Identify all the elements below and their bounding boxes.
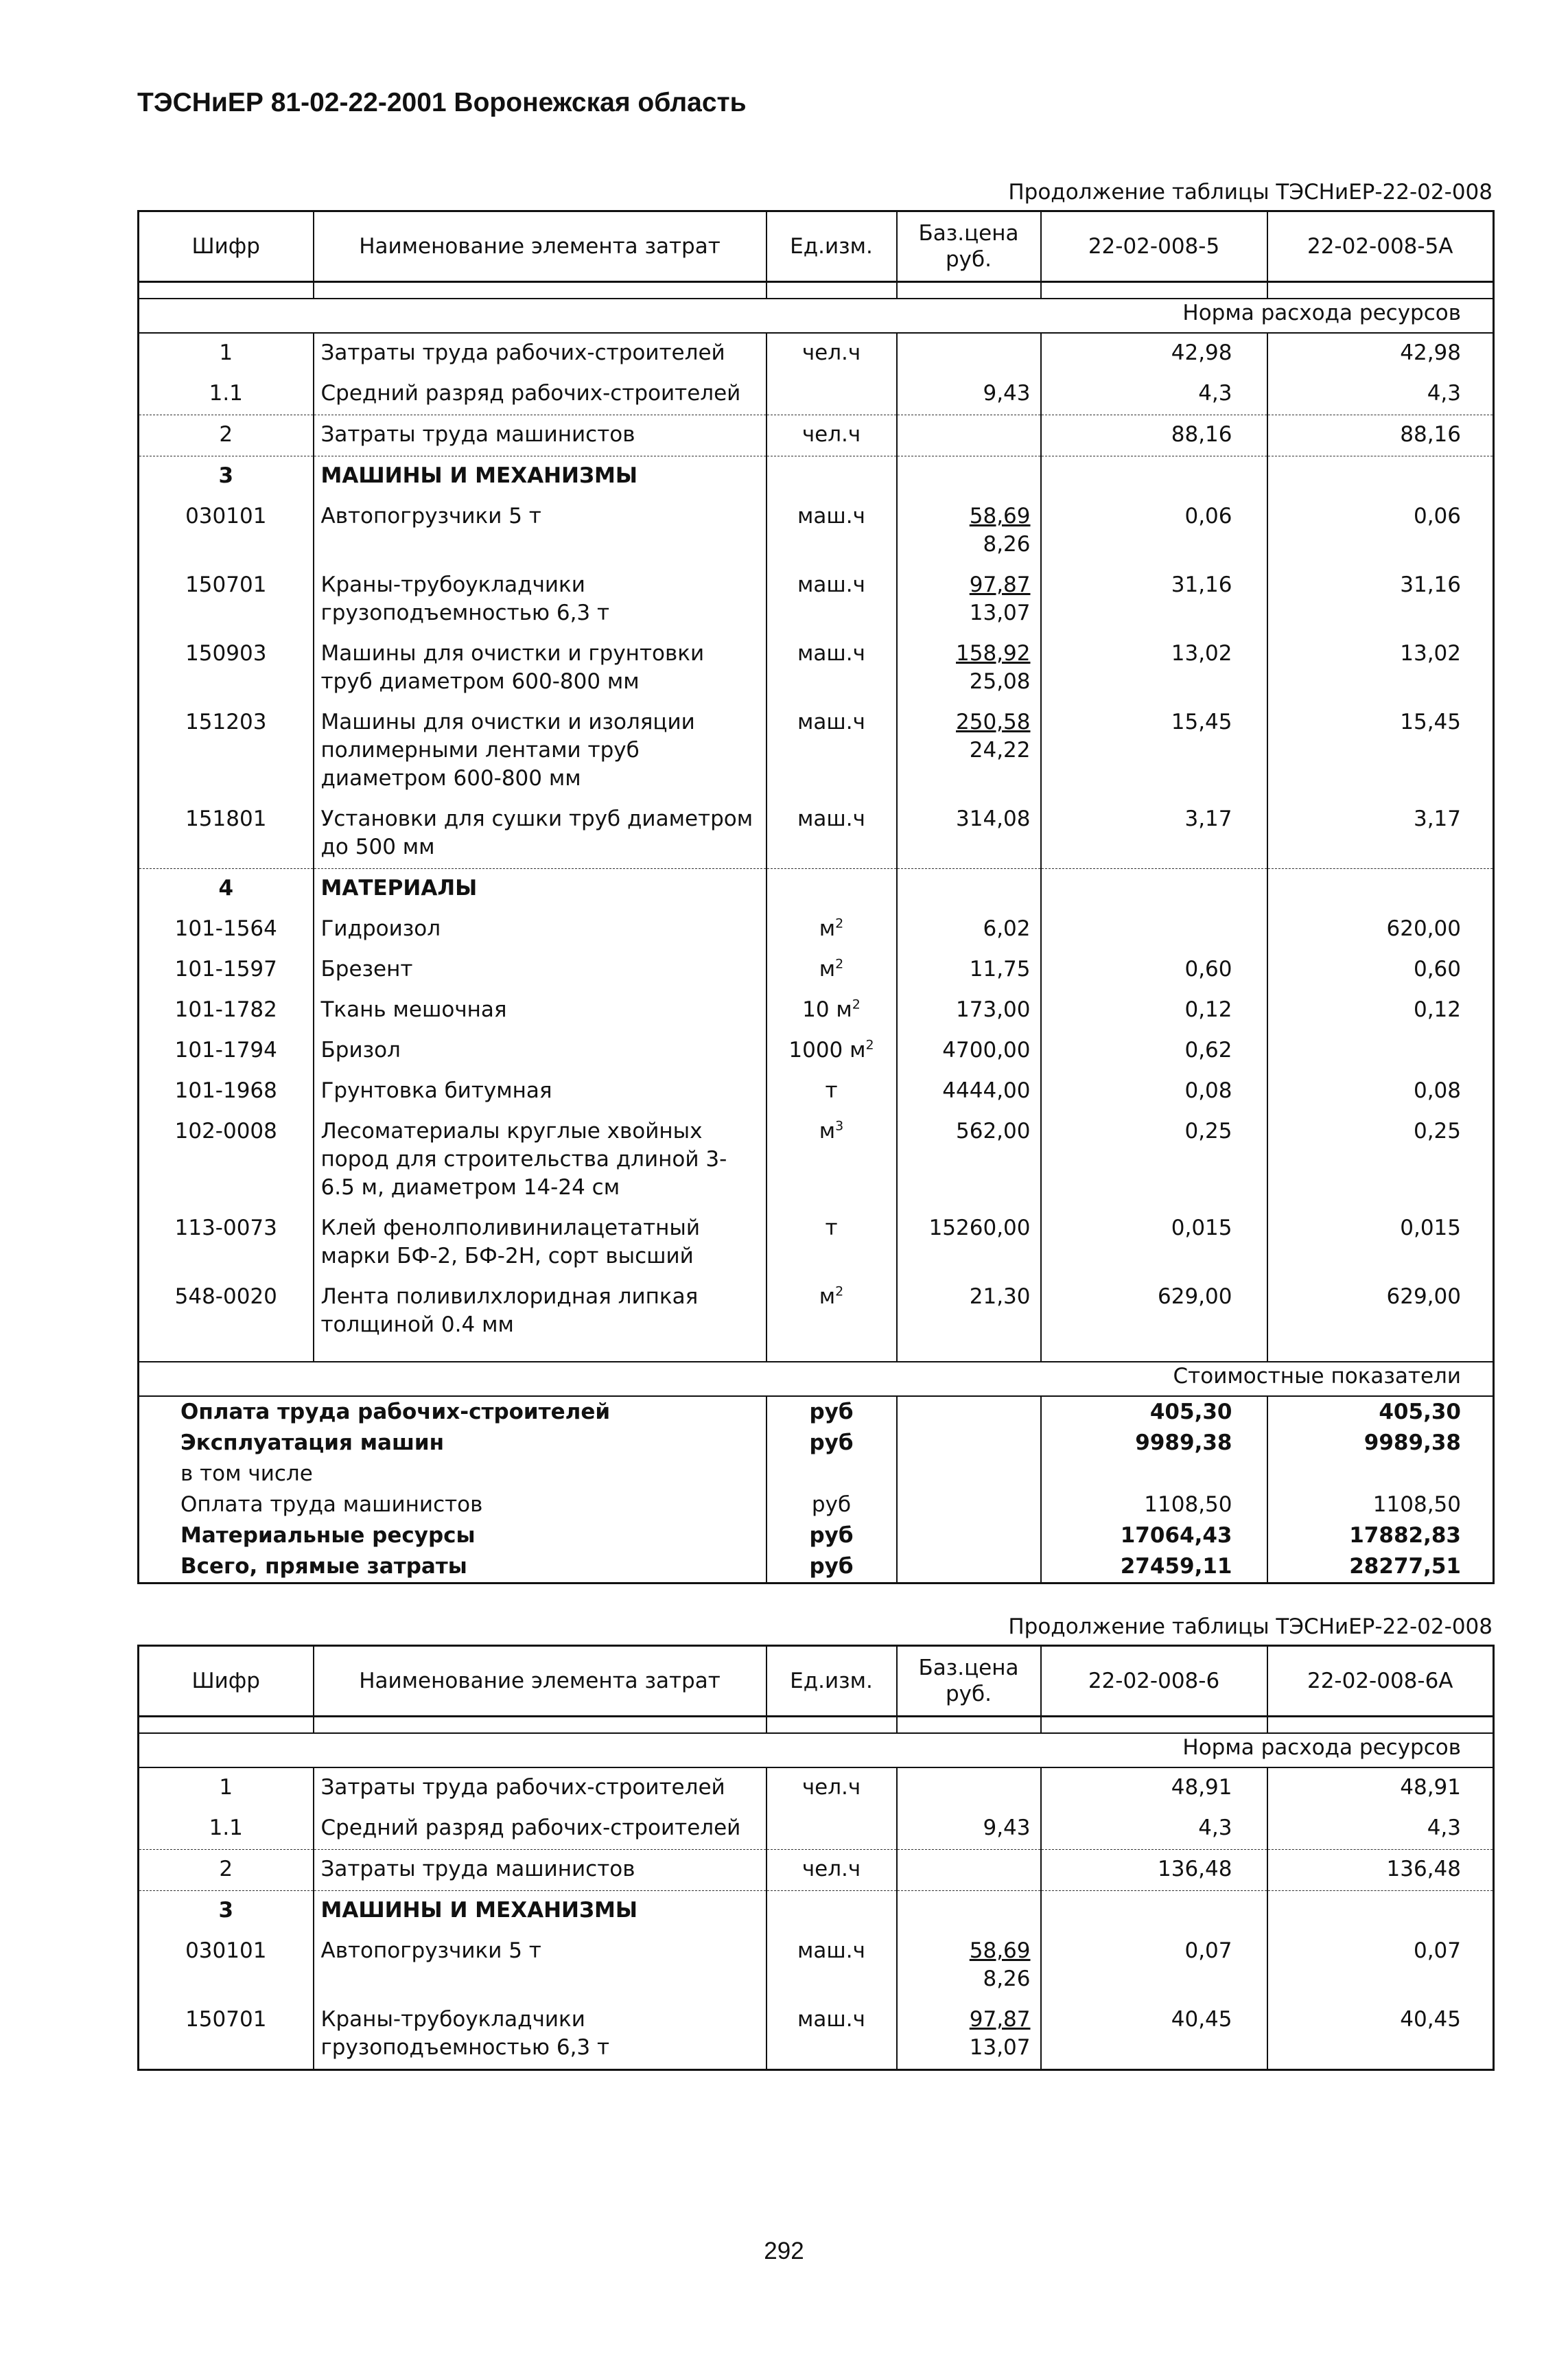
unit-text: маш.ч	[797, 2007, 865, 2032]
table-row	[139, 1850, 1494, 1891]
norm-section-label-row	[139, 1733, 1494, 1767]
resource-name: Средний разряд рабочих-строителей	[314, 1809, 767, 1850]
norm-value-variant-2: 0,06	[1267, 497, 1494, 566]
base-price-value: 15260,00	[928, 1216, 1031, 1240]
base-price	[897, 703, 1041, 800]
resource-name: Краны-трубоукладчики грузоподъемностью 6,3 т	[314, 2000, 767, 2070]
base-price	[897, 456, 1041, 498]
base-price-value: 97,87	[969, 2007, 1031, 2032]
base-price-value: 97,87	[969, 572, 1031, 597]
operator-wage-value: 24,22	[969, 738, 1031, 763]
cost-section-label: Стоимостные показатели	[139, 1362, 1494, 1396]
unit-text: чел.ч	[801, 1857, 861, 1881]
norm-value-variant-2: 4,3	[1267, 1809, 1494, 1850]
base-price	[897, 1891, 1041, 1932]
unit-text: маш.ч	[797, 504, 865, 529]
table-row	[139, 415, 1494, 456]
norm-value-variant-1: 0,60	[1041, 950, 1267, 990]
page-header-title: ТЭСНиЕР 81-02-22-2001 Воронежская область	[137, 88, 747, 117]
unit-text: маш.ч	[797, 1938, 865, 1963]
base-price	[897, 800, 1041, 869]
unit-exponent: 2	[852, 997, 861, 1012]
resource-code: 3	[139, 456, 314, 498]
base-price	[897, 869, 1041, 910]
cost-row	[139, 1459, 1494, 1489]
column-header-base-price: Баз.цена руб.	[897, 1646, 1041, 1717]
resource-name: Затраты труда рабочих-строителей	[314, 1767, 767, 1809]
norm-value-variant-1: 88,16	[1041, 415, 1267, 456]
base-price	[897, 1209, 1041, 1277]
norm-section-label-row	[139, 299, 1494, 333]
cost-value-variant-2: 1108,50	[1267, 1489, 1494, 1520]
resource-name: Установки для сушки труб диаметром до 500 мм	[314, 800, 767, 869]
norm-value-variant-2: 13,02	[1267, 634, 1494, 703]
table-row	[139, 1071, 1494, 1112]
norm-value-variant-1	[1041, 1891, 1267, 1932]
resource-name: Машины для очистки и грунтовки труб диаметром 600-800 мм	[314, 634, 767, 703]
table-spacer	[139, 1717, 1494, 1734]
column-header-name: Наименование элемента затрат	[314, 211, 767, 282]
resource-code: 2	[139, 1850, 314, 1891]
cost-value-variant-2	[1267, 1459, 1494, 1489]
resource-unit	[767, 1850, 897, 1891]
base-price-value: 314,08	[956, 807, 1031, 831]
table-row	[139, 909, 1494, 950]
cost-row	[139, 1551, 1494, 1583]
table-row	[139, 1809, 1494, 1850]
table-row	[139, 950, 1494, 990]
resource-code: 1	[139, 1767, 314, 1809]
norm-section-label: Норма расхода ресурсов	[139, 1733, 1494, 1767]
norm-value-variant-2: 0,015	[1267, 1209, 1494, 1277]
column-header-code: Шифр	[139, 211, 314, 282]
cost-row	[139, 1520, 1494, 1551]
cost-name: Материальные ресурсы	[139, 1520, 767, 1551]
resource-code: 1	[139, 333, 314, 374]
resource-unit	[767, 800, 897, 869]
cost-unit: руб	[767, 1551, 897, 1583]
table-row	[139, 2000, 1494, 2070]
table-row	[139, 1209, 1494, 1277]
column-header-unit: Ед.изм.	[767, 211, 897, 282]
norm-value-variant-2: 136,48	[1267, 1850, 1494, 1891]
table-spacer	[139, 1346, 1494, 1362]
norm-value-variant-1: 48,91	[1041, 1767, 1267, 1809]
base-price-value: 11,75	[969, 957, 1031, 982]
norm-section-label: Норма расхода ресурсов	[139, 299, 1494, 333]
table-row	[139, 566, 1494, 634]
base-price	[897, 1277, 1041, 1346]
resource-code: 1.1	[139, 1809, 314, 1850]
cost-value-variant-2: 9989,38	[1267, 1428, 1494, 1459]
resource-name: МАТЕРИАЛЫ	[314, 869, 767, 910]
resource-unit	[767, 456, 897, 498]
unit-text: чел.ч	[801, 340, 861, 365]
norm-value-variant-1	[1041, 869, 1267, 910]
resource-code: 101-1782	[139, 990, 314, 1031]
norm-value-variant-1: 31,16	[1041, 566, 1267, 634]
unit-text: 1000 м	[788, 1038, 866, 1063]
column-header-base-price: Баз.цена руб.	[897, 211, 1041, 282]
unit-text: чел.ч	[801, 422, 861, 447]
resource-unit	[767, 950, 897, 990]
cost-row	[139, 1396, 1494, 1428]
norm-value-variant-2	[1267, 1031, 1494, 1071]
norm-value-variant-1: 4,3	[1041, 1809, 1267, 1850]
base-price	[897, 1850, 1041, 1891]
table-row	[139, 634, 1494, 703]
base-price	[897, 1112, 1041, 1209]
table-row	[139, 703, 1494, 800]
cost-unit	[767, 1459, 897, 1489]
base-price-value: 4444,00	[942, 1078, 1031, 1103]
unit-text: маш.ч	[797, 807, 865, 831]
norm-value-variant-1: 629,00	[1041, 1277, 1267, 1346]
resource-name: Автопогрузчики 5 т	[314, 1931, 767, 2000]
unit-text: м	[819, 1284, 836, 1309]
resource-unit	[767, 634, 897, 703]
cost-name: Эксплуатация машин	[139, 1428, 767, 1459]
unit-text: чел.ч	[801, 1775, 861, 1800]
base-price	[897, 1767, 1041, 1809]
resource-name: Автопогрузчики 5 т	[314, 497, 767, 566]
resource-unit	[767, 333, 897, 374]
norm-value-variant-1: 3,17	[1041, 800, 1267, 869]
cost-value-variant-2: 28277,51	[1267, 1551, 1494, 1583]
resource-code: 150701	[139, 566, 314, 634]
resource-name: Машины для очистки и изоляции полимерными лентами труб диаметром 600-800 мм	[314, 703, 767, 800]
resource-name: Затраты труда машинистов	[314, 415, 767, 456]
resource-name: Брезент	[314, 950, 767, 990]
resource-name: МАШИНЫ И МЕХАНИЗМЫ	[314, 456, 767, 498]
table-header-row	[139, 211, 1494, 282]
cost-base-price	[897, 1459, 1041, 1489]
resource-code: 1.1	[139, 374, 314, 415]
unit-text: м	[819, 916, 836, 941]
resource-code: 102-0008	[139, 1112, 314, 1209]
unit-exponent: 2	[835, 916, 844, 931]
column-header-variant-1: 22-02-008-5	[1041, 211, 1267, 282]
table-row	[139, 1031, 1494, 1071]
table-group-row	[139, 869, 1494, 910]
norm-value-variant-2: 4,3	[1267, 374, 1494, 415]
unit-exponent: 2	[865, 1037, 874, 1053]
operator-wage-value: 8,26	[983, 1967, 1031, 1991]
resource-code: 101-1597	[139, 950, 314, 990]
base-price-value: 4700,00	[942, 1038, 1031, 1063]
norm-value-variant-1: 136,48	[1041, 1850, 1267, 1891]
norm-value-variant-2	[1267, 1891, 1494, 1932]
operator-wage-value: 13,07	[969, 2035, 1031, 2060]
cost-value-variant-1: 405,30	[1041, 1396, 1267, 1428]
cost-base-price	[897, 1520, 1041, 1551]
table-row	[139, 800, 1494, 869]
norm-value-variant-1: 4,3	[1041, 374, 1267, 415]
column-header-variant-1: 22-02-008-6	[1041, 1646, 1267, 1717]
norm-value-variant-2: 0,12	[1267, 990, 1494, 1031]
resource-unit	[767, 1112, 897, 1209]
table-row	[139, 990, 1494, 1031]
cost-value-variant-2: 405,30	[1267, 1396, 1494, 1428]
resource-unit	[767, 703, 897, 800]
norm-value-variant-1: 15,45	[1041, 703, 1267, 800]
resource-norm-table-1	[137, 210, 1495, 1584]
resource-unit	[767, 1071, 897, 1112]
resource-code: 101-1794	[139, 1031, 314, 1071]
table-1-cost-body	[139, 1346, 1494, 1583]
norm-value-variant-2: 88,16	[1267, 415, 1494, 456]
norm-value-variant-2: 40,45	[1267, 2000, 1494, 2070]
base-price-value: 158,92	[956, 641, 1031, 666]
norm-value-variant-1: 0,015	[1041, 1209, 1267, 1277]
resource-name: Краны-трубоукладчики грузоподъемностью 6,3 т	[314, 566, 767, 634]
cost-row	[139, 1489, 1494, 1520]
norm-value-variant-2: 0,08	[1267, 1071, 1494, 1112]
resource-name: Затраты труда рабочих-строителей	[314, 333, 767, 374]
norm-value-variant-1: 0,08	[1041, 1071, 1267, 1112]
base-price	[897, 566, 1041, 634]
cost-base-price	[897, 1396, 1041, 1428]
table-2-caption: Продолжение таблицы ТЭСНиЕР-22-02-008	[1008, 1614, 1493, 1639]
norm-value-variant-1: 42,98	[1041, 333, 1267, 374]
table-1-body	[139, 333, 1494, 1346]
table-row	[139, 1112, 1494, 1209]
base-price-value: 58,69	[969, 504, 1031, 529]
norm-value-variant-1: 13,02	[1041, 634, 1267, 703]
resource-unit	[767, 566, 897, 634]
unit-exponent: 2	[835, 1284, 844, 1299]
resource-name: Клей фенолполивинилацетатный марки БФ-2, БФ-2Н, сорт высший	[314, 1209, 767, 1277]
cost-base-price	[897, 1551, 1041, 1583]
resource-code: 151801	[139, 800, 314, 869]
resource-code: 030101	[139, 497, 314, 566]
base-price-value: 58,69	[969, 1938, 1031, 1963]
resource-unit	[767, 497, 897, 566]
norm-value-variant-1: 0,62	[1041, 1031, 1267, 1071]
resource-unit	[767, 869, 897, 910]
resource-unit	[767, 1891, 897, 1932]
norm-value-variant-2: 48,91	[1267, 1767, 1494, 1809]
operator-wage-value: 8,26	[983, 532, 1031, 557]
base-price-value: 9,43	[983, 1815, 1031, 1840]
unit-exponent: 2	[835, 956, 844, 972]
table-spacer	[139, 282, 1494, 299]
table-row	[139, 1767, 1494, 1809]
norm-value-variant-1	[1041, 456, 1267, 498]
cost-name: Всего, прямые затраты	[139, 1551, 767, 1583]
table-row	[139, 374, 1494, 415]
resource-unit	[767, 374, 897, 415]
unit-text: м	[819, 957, 836, 982]
resource-code: 3	[139, 1891, 314, 1932]
table-group-row	[139, 1891, 1494, 1932]
column-header-variant-2: 22-02-008-5А	[1267, 211, 1494, 282]
resource-unit	[767, 1931, 897, 2000]
base-price-value: 250,58	[956, 710, 1031, 734]
resource-code: 548-0020	[139, 1277, 314, 1346]
table-header-row	[139, 1646, 1494, 1717]
resource-name: Бризол	[314, 1031, 767, 1071]
resource-code: 150903	[139, 634, 314, 703]
cost-name: в том числе	[139, 1459, 767, 1489]
unit-text: т	[825, 1078, 838, 1103]
column-header-unit: Ед.изм.	[767, 1646, 897, 1717]
base-price	[897, 1031, 1041, 1071]
norm-value-variant-2: 15,45	[1267, 703, 1494, 800]
base-price	[897, 950, 1041, 990]
cost-value-variant-1: 9989,38	[1041, 1428, 1267, 1459]
resource-unit	[767, 1767, 897, 1809]
base-price-value: 9,43	[983, 381, 1031, 406]
norm-value-variant-2: 0,60	[1267, 950, 1494, 990]
norm-value-variant-2: 620,00	[1267, 909, 1494, 950]
unit-text: маш.ч	[797, 572, 865, 597]
cost-value-variant-1: 1108,50	[1041, 1489, 1267, 1520]
base-price-value: 173,00	[956, 997, 1031, 1022]
unit-text: т	[825, 1216, 838, 1240]
norm-value-variant-2	[1267, 869, 1494, 910]
resource-name: Ткань мешочная	[314, 990, 767, 1031]
resource-code: 2	[139, 415, 314, 456]
resource-code: 4	[139, 869, 314, 910]
unit-exponent: 3	[835, 1118, 844, 1134]
cost-name: Оплата труда рабочих-строителей	[139, 1396, 767, 1428]
base-price	[897, 1071, 1041, 1112]
norm-value-variant-1: 0,25	[1041, 1112, 1267, 1209]
table-row	[139, 497, 1494, 566]
cost-unit: руб	[767, 1396, 897, 1428]
resource-name: Грунтовка битумная	[314, 1071, 767, 1112]
cost-base-price	[897, 1428, 1041, 1459]
resource-unit	[767, 990, 897, 1031]
base-price-value: 21,30	[969, 1284, 1031, 1309]
norm-value-variant-2: 629,00	[1267, 1277, 1494, 1346]
unit-text: 10 м	[802, 997, 852, 1022]
resource-name: Средний разряд рабочих-строителей	[314, 374, 767, 415]
unit-text: маш.ч	[797, 710, 865, 734]
resource-code: 030101	[139, 1931, 314, 2000]
table-row	[139, 1931, 1494, 2000]
resource-unit	[767, 2000, 897, 2070]
cost-name: Оплата труда машинистов	[139, 1489, 767, 1520]
resource-unit	[767, 1277, 897, 1346]
base-price	[897, 990, 1041, 1031]
norm-value-variant-1: 0,06	[1041, 497, 1267, 566]
cost-base-price	[897, 1489, 1041, 1520]
norm-value-variant-2: 3,17	[1267, 800, 1494, 869]
resource-name: Затраты труда машинистов	[314, 1850, 767, 1891]
base-price	[897, 415, 1041, 456]
cost-unit: руб	[767, 1520, 897, 1551]
base-price	[897, 909, 1041, 950]
resource-code: 113-0073	[139, 1209, 314, 1277]
resource-code: 150701	[139, 2000, 314, 2070]
operator-wage-value: 13,07	[969, 601, 1031, 625]
table-row	[139, 1277, 1494, 1346]
base-price	[897, 333, 1041, 374]
resource-unit	[767, 1809, 897, 1850]
column-header-name: Наименование элемента затрат	[314, 1646, 767, 1717]
base-price	[897, 634, 1041, 703]
resource-unit	[767, 415, 897, 456]
resource-code: 101-1564	[139, 909, 314, 950]
norm-value-variant-2: 0,07	[1267, 1931, 1494, 2000]
resource-unit	[767, 1209, 897, 1277]
norm-value-variant-1: 0,07	[1041, 1931, 1267, 2000]
page-number: 292	[764, 2238, 804, 2264]
resource-name: Гидроизол	[314, 909, 767, 950]
cost-unit: руб	[767, 1428, 897, 1459]
base-price	[897, 1931, 1041, 2000]
norm-value-variant-2: 42,98	[1267, 333, 1494, 374]
cost-value-variant-1: 27459,11	[1041, 1551, 1267, 1583]
column-header-variant-2: 22-02-008-6А	[1267, 1646, 1494, 1717]
norm-value-variant-2: 31,16	[1267, 566, 1494, 634]
norm-value-variant-1: 40,45	[1041, 2000, 1267, 2070]
unit-text: маш.ч	[797, 641, 865, 666]
base-price	[897, 497, 1041, 566]
base-price	[897, 374, 1041, 415]
resource-unit	[767, 909, 897, 950]
table-1-caption: Продолжение таблицы ТЭСНиЕР-22-02-008	[1008, 180, 1493, 205]
cost-value-variant-1	[1041, 1459, 1267, 1489]
resource-code: 101-1968	[139, 1071, 314, 1112]
resource-unit	[767, 1031, 897, 1071]
table-2-body	[139, 1767, 1494, 2070]
resource-name: Лента поливилхлоридная липкая толщиной 0.4 мм	[314, 1277, 767, 1346]
cost-unit: руб	[767, 1489, 897, 1520]
cost-value-variant-2: 17882,83	[1267, 1520, 1494, 1551]
resource-name: МАШИНЫ И МЕХАНИЗМЫ	[314, 1891, 767, 1932]
operator-wage-value: 25,08	[969, 669, 1031, 694]
column-header-code: Шифр	[139, 1646, 314, 1717]
table-group-row	[139, 456, 1494, 498]
norm-value-variant-2: 0,25	[1267, 1112, 1494, 1209]
resource-norm-table-2	[137, 1645, 1495, 2071]
unit-text: м	[819, 1119, 836, 1144]
norm-value-variant-1	[1041, 909, 1267, 950]
resource-code: 151203	[139, 703, 314, 800]
cost-value-variant-1: 17064,43	[1041, 1520, 1267, 1551]
base-price-value: 6,02	[983, 916, 1031, 941]
norm-value-variant-2	[1267, 456, 1494, 498]
norm-value-variant-1: 0,12	[1041, 990, 1267, 1031]
base-price	[897, 2000, 1041, 2070]
base-price	[897, 1809, 1041, 1850]
cost-row	[139, 1428, 1494, 1459]
table-row	[139, 333, 1494, 374]
base-price-value: 562,00	[956, 1119, 1031, 1144]
cost-section-label-row	[139, 1362, 1494, 1396]
resource-name: Лесоматериалы круглые хвойных пород для строительства длиной 3-6.5 м, диаметром 14-24 см	[314, 1112, 767, 1209]
